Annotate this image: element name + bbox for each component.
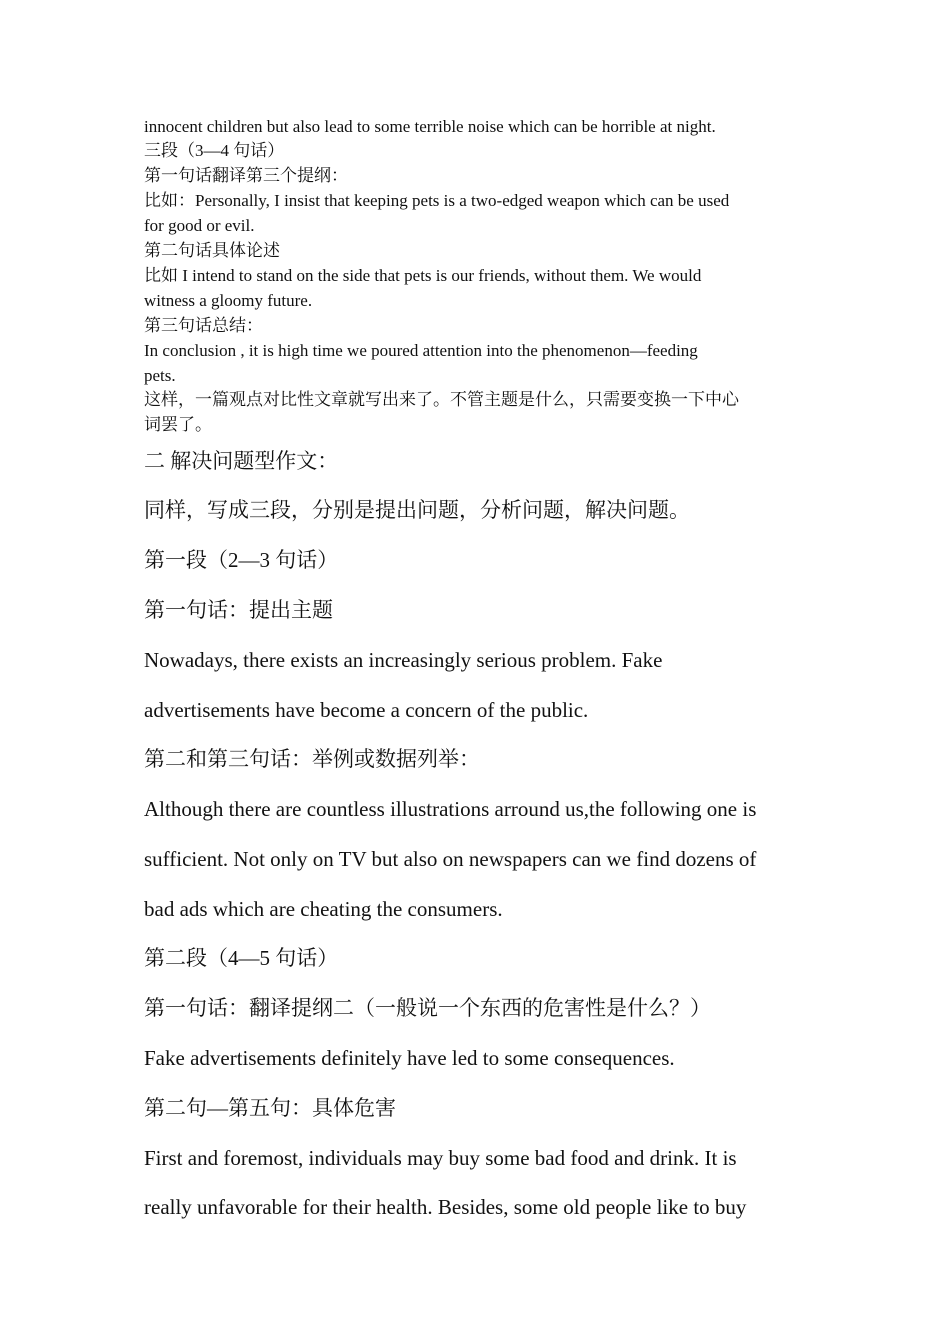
text-line: 比如 I intend to stand on the side that pets is our friends, without them. We would <box>144 266 702 285</box>
text-line: First and foremost, individuals may buy some bad food and drink. It is <box>144 1146 737 1170</box>
text-line: 第二句—第五句：具体危害 <box>144 1096 396 1120</box>
text-line: 词罢了。 <box>144 415 212 434</box>
text-line: Fake advertisements definitely have led to some consequences. <box>144 1046 675 1070</box>
text-line: innocent children but also lead to some terrible noise which can be horrible at night. <box>144 117 716 136</box>
text-line: 第二句话具体论述 <box>144 241 280 260</box>
text-line: 第一句话：提出主题 <box>144 598 333 622</box>
text-line: In conclusion , it is high time we poured attention into the phenomenon—feeding <box>144 341 698 360</box>
text-line: 这样，一篇观点对比性文章就写出来了。不管主题是什么，只需要变换一下中心 <box>144 390 739 409</box>
section-heading: 第一段（2—3 句话） <box>144 548 339 572</box>
text-line: pets. <box>144 366 176 385</box>
text-line: Although there are countless illustrations arround us,the following one is <box>144 797 757 821</box>
text-line: advertisements have become a concern of the public. <box>144 698 589 722</box>
text-line: bad ads which are cheating the consumers. <box>144 897 503 921</box>
section-heading: 二 解决问题型作文： <box>144 449 339 473</box>
text-line: witness a gloomy future. <box>144 291 313 310</box>
text-line: for good or evil. <box>144 216 255 235</box>
section-heading: 第二段（4—5 句话） <box>144 946 339 970</box>
text-line: 同样，写成三段，分别是提出问题，分析问题，解决问题。 <box>144 498 690 522</box>
section-heading: 三段（3—4 句话） <box>144 141 285 160</box>
text-line: 第二和第三句话：举例或数据列举： <box>144 747 480 771</box>
text-line: 第一句话翻译第三个提纲： <box>144 166 348 185</box>
text-line: 第一句话：翻译提纲二（一般说一个东西的危害性是什么？） <box>144 996 711 1020</box>
text-line: Nowadays, there exists an increasingly serious problem. Fake <box>144 648 663 672</box>
text-line: 第三句话总结： <box>144 316 263 335</box>
text-line: sufficient. Not only on TV but also on newspapers can we find dozens of <box>144 847 757 871</box>
text-line: 比如：Personally, I insist that keeping pets is a two-edged weapon which can be used <box>144 191 730 210</box>
text-line: really unfavorable for their health. Besides, some old people like to buy <box>144 1195 747 1219</box>
